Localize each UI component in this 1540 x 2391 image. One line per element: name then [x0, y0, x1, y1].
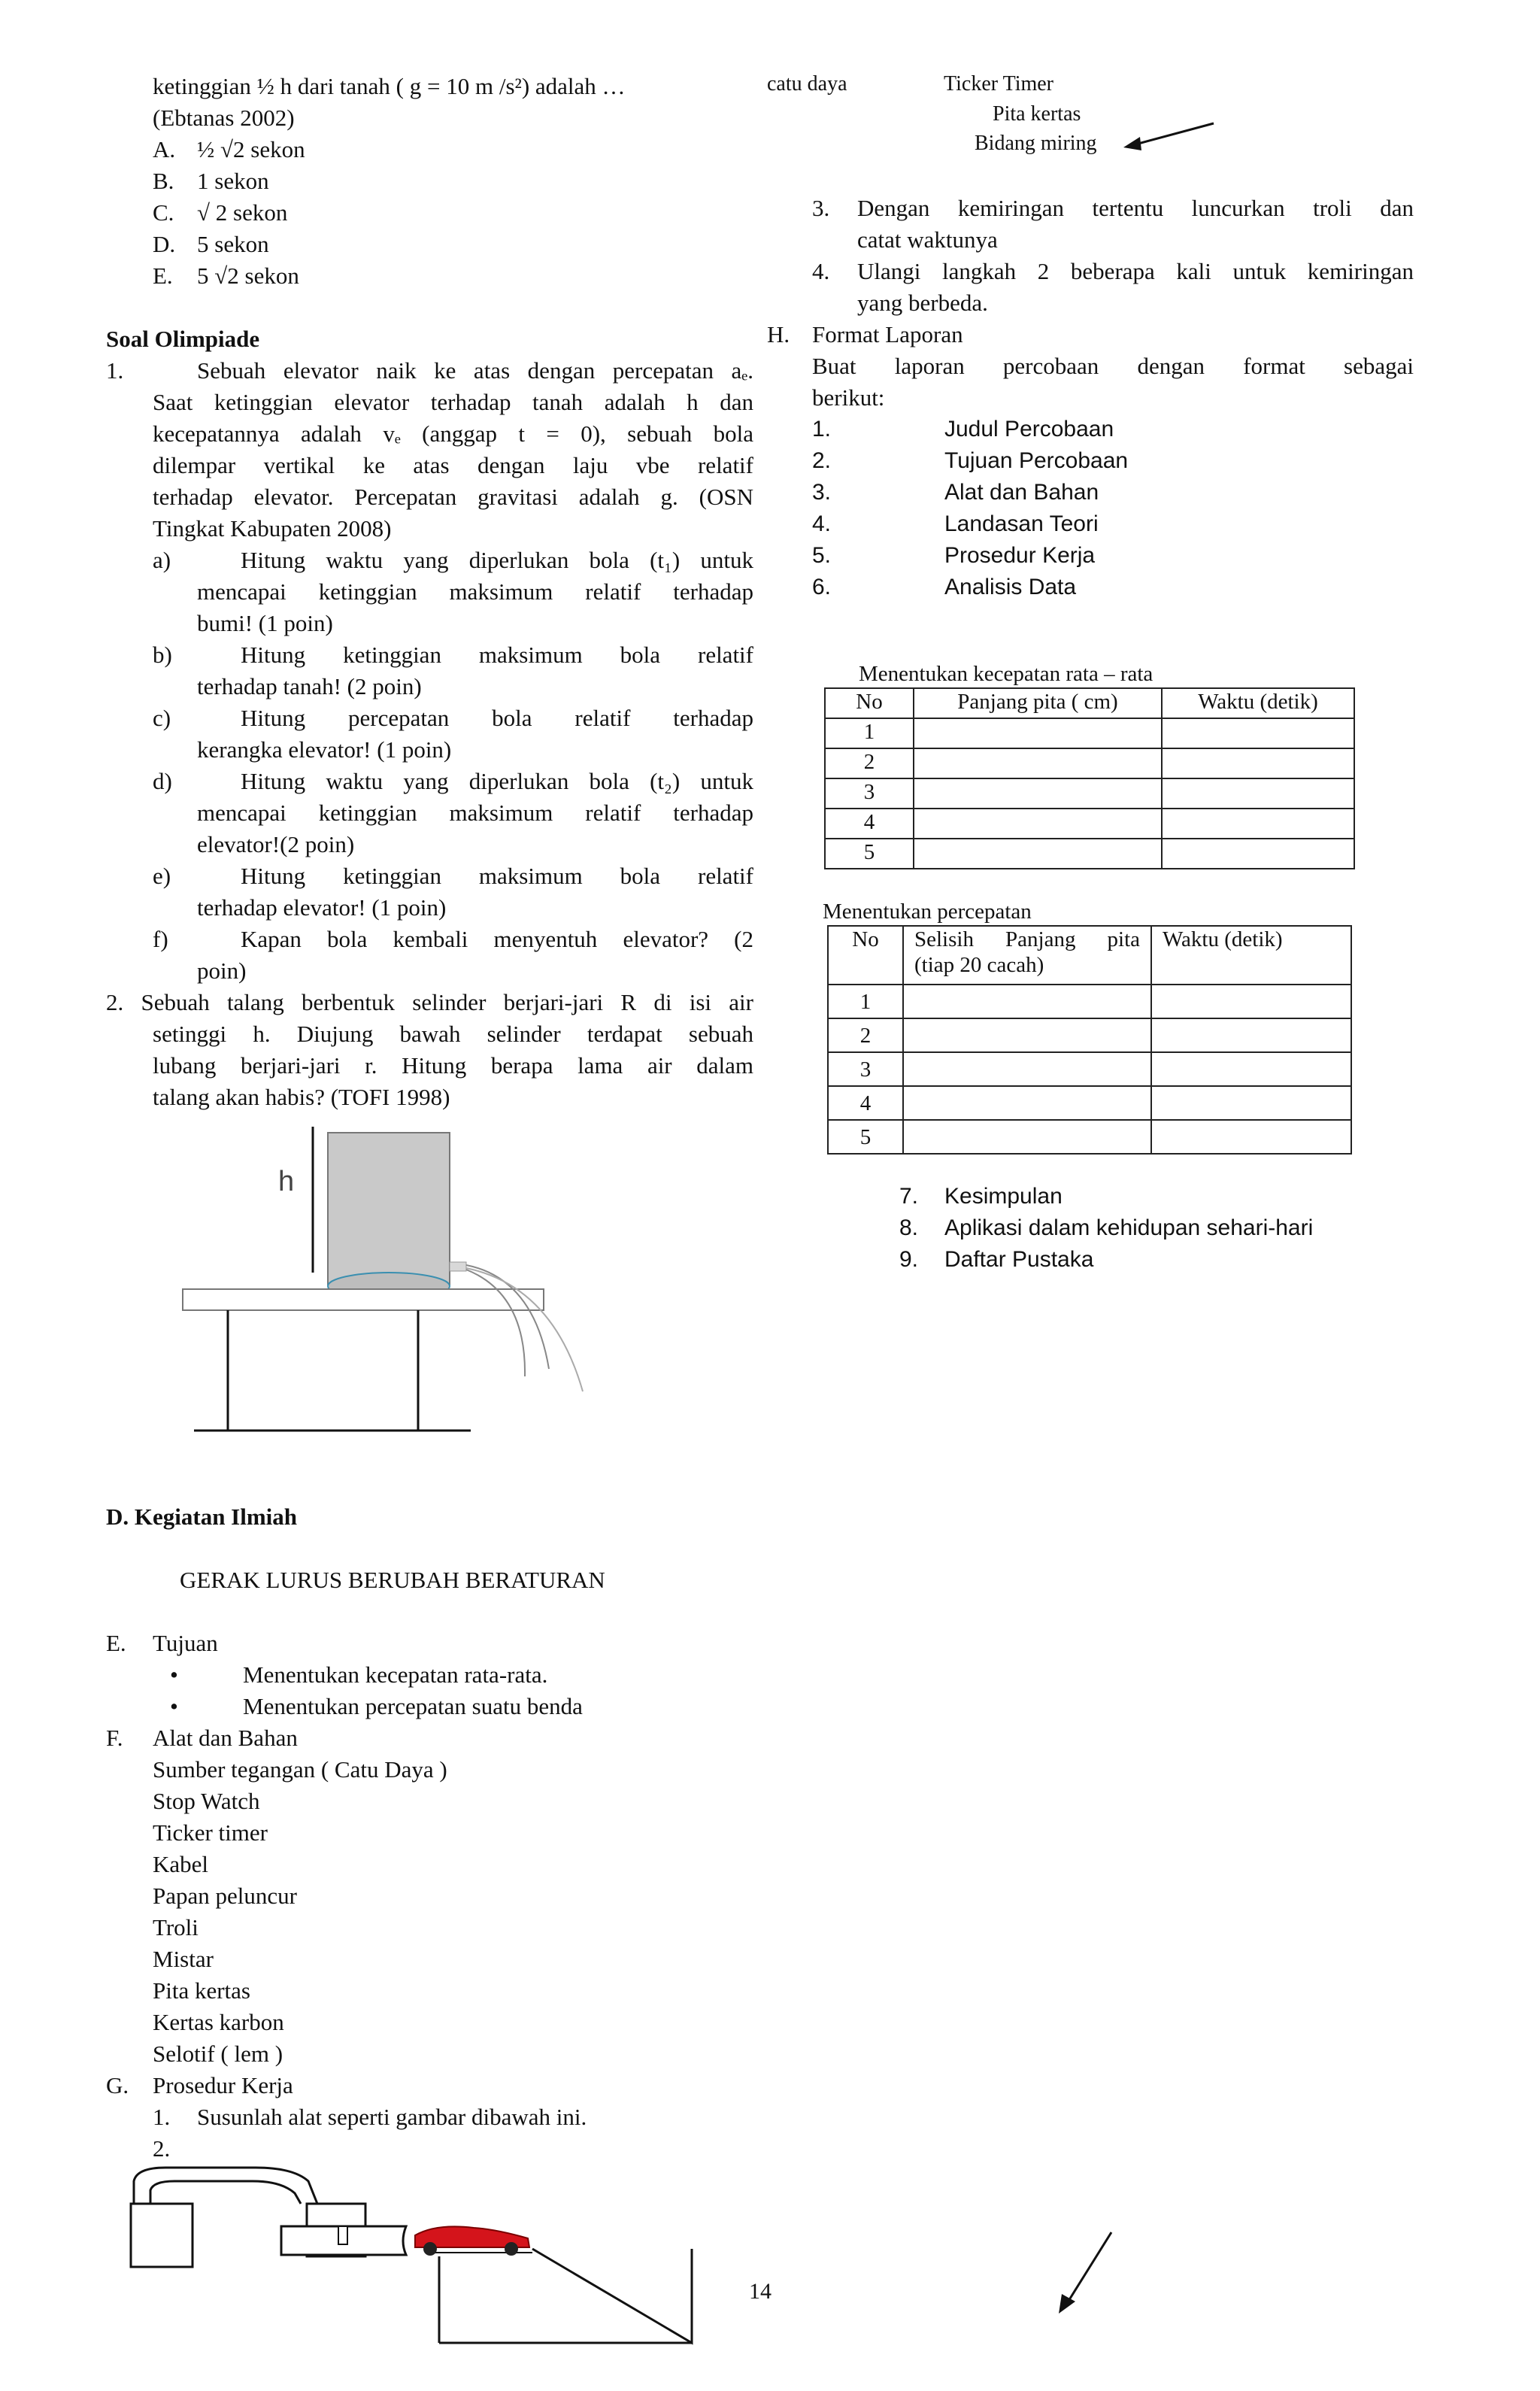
problem-1-line: Sebuah elevator naik ke atas dengan percepatan aₑ. — [197, 357, 753, 384]
ticker-timer-apparatus-figure — [120, 2151, 872, 2388]
table-row-number: 1 — [828, 985, 903, 1018]
table-2-caption: Menentukan percepatan — [823, 900, 1032, 924]
sub-item-letter: e) — [153, 863, 171, 889]
option-letter: B. — [153, 168, 174, 194]
sub-item-letter: c) — [153, 705, 171, 731]
report-item-text: Landasan Teori — [944, 511, 1099, 536]
format-intro-line: Buat laporan percobaan dengan format sebagai — [812, 353, 1414, 379]
alat-heading: Alat dan Bahan — [153, 1725, 298, 1751]
option-text: 1 sekon — [197, 168, 269, 194]
sub-item-line: Hitung waktu yang diperlukan bola (t₁) untuk — [241, 547, 753, 573]
table-row-number: 5 — [825, 839, 914, 869]
alat-item: Kabel — [153, 1851, 209, 1877]
table-cell[interactable] — [903, 1120, 1151, 1154]
table-cell[interactable] — [1151, 1018, 1351, 1052]
table-cell[interactable] — [914, 748, 1162, 778]
table-cell[interactable] — [1162, 748, 1354, 778]
sub-item-line: mencapai ketinggian maksimum relatif terhadap — [197, 800, 753, 826]
alat-item: Pita kertas — [153, 1977, 250, 2004]
format-heading: Format Laporan — [812, 321, 963, 347]
report-item-text: Kesimpulan — [944, 1184, 1063, 1209]
step-line: yang berbeda. — [857, 290, 988, 316]
tujuan-item: Menentukan kecepatan rata-rata. — [243, 1661, 548, 1688]
problem-1-line: Saat ketinggian elevator terhadap tanah adalah h dan — [153, 389, 753, 415]
table-cell[interactable] — [914, 718, 1162, 748]
table-cell[interactable] — [1162, 718, 1354, 748]
prosedur-letter: G. — [106, 2072, 129, 2098]
table-header-time: Waktu (detik) — [1151, 926, 1351, 985]
table-cell[interactable] — [914, 839, 1162, 869]
table-cell[interactable] — [1162, 839, 1354, 869]
option-text: √ 2 sekon — [197, 199, 288, 226]
problem-1-line: kecepatannya adalah vₑ (anggap t = 0), sebuah bola — [153, 420, 753, 447]
option-letter: A. — [153, 136, 176, 162]
table-cell[interactable] — [903, 1086, 1151, 1120]
arrow-icon — [1120, 119, 1218, 156]
table-cell[interactable] — [914, 809, 1162, 839]
report-item-text: Judul Percobaan — [944, 417, 1114, 441]
option-text: ½ √2 sekon — [197, 136, 305, 162]
label-pita-kertas: Pita kertas — [993, 102, 1081, 126]
sub-item-line: bumi! (1 poin) — [197, 610, 333, 636]
sub-item-line: kerangka elevator! (1 poin) — [197, 736, 452, 763]
label-ticker-timer: Ticker Timer — [944, 72, 1054, 96]
alat-item: Mistar — [153, 1946, 214, 1972]
bullet-icon: • — [170, 1661, 178, 1688]
step-line: catat waktunya — [857, 226, 998, 253]
sub-item-letter: d) — [153, 768, 172, 794]
alat-item: Troli — [153, 1914, 199, 1940]
table-row-number: 4 — [828, 1086, 903, 1120]
report-item-text: Analisis Data — [944, 575, 1077, 599]
table-row-number: 3 — [825, 778, 914, 809]
alat-item: Papan peluncur — [153, 1883, 297, 1909]
table-cell[interactable] — [903, 1018, 1151, 1052]
label-bidang-miring: Bidang miring — [975, 132, 1097, 155]
alat-item: Ticker timer — [153, 1819, 268, 1846]
problem-1-number: 1. — [106, 357, 124, 384]
table-row-number: 3 — [828, 1052, 903, 1086]
option-letter: E. — [153, 262, 173, 289]
tujuan-item: Menentukan percepatan suatu benda — [243, 1693, 583, 1719]
table-row-number: 5 — [828, 1120, 903, 1154]
prosedur-step-number: 1. — [153, 2104, 171, 2130]
option-letter: C. — [153, 199, 174, 226]
option-text: 5 √2 sekon — [197, 262, 299, 289]
problem-2-line: talang akan habis? (TOFI 1998) — [153, 1084, 450, 1110]
sub-item-line: terhadap tanah! (2 poin) — [197, 673, 422, 699]
report-item-number: 3. — [812, 480, 832, 505]
olympiad-heading: Soal Olimpiade — [106, 326, 260, 352]
bullet-icon: • — [170, 1693, 178, 1719]
table-header-difference-line: Selisih Panjang pita — [914, 927, 1140, 951]
table-header-length: Panjang pita ( cm) — [914, 688, 1162, 718]
report-item-number: 8. — [899, 1215, 919, 1240]
tujuan-letter: E. — [106, 1630, 126, 1656]
option-letter: D. — [153, 231, 176, 257]
prosedur-step-number: 2. — [153, 2135, 171, 2162]
alat-item: Selotif ( lem ) — [153, 2041, 283, 2067]
table-cell[interactable] — [1162, 809, 1354, 839]
table-cell[interactable] — [1162, 778, 1354, 809]
table-row-number: 4 — [825, 809, 914, 839]
cylinder-tank-figure — [173, 1121, 624, 1452]
table-1-caption: Menentukan kecepatan rata – rata — [859, 662, 1153, 686]
red-cart-icon — [415, 2226, 529, 2256]
report-item-number: 4. — [812, 511, 832, 536]
problem-2-line: setinggi h. Diujung bawah selinder terdapat sebuah — [153, 1021, 753, 1047]
table-header-difference-line: (tiap 20 cacah) — [914, 953, 1044, 977]
step-number: 3. — [812, 195, 830, 221]
table-cell[interactable] — [903, 985, 1151, 1018]
table-average-speed — [824, 687, 1355, 869]
question-source: (Ebtanas 2002) — [153, 105, 295, 131]
report-item-text: Aplikasi dalam kehidupan sehari-hari — [944, 1215, 1314, 1240]
sub-item-letter: b) — [153, 642, 172, 668]
problem-2-line: lubang berjari-jari r. Hitung berapa lama air dalam — [153, 1052, 753, 1079]
table-header-difference — [903, 926, 1151, 985]
sub-item-line: Hitung ketinggian maksimum bola relatif — [241, 863, 753, 889]
step-line: Dengan kemiringan tertentu luncurkan troli dan — [857, 195, 1414, 221]
table-cell[interactable] — [1151, 985, 1351, 1018]
sub-item-line: terhadap elevator! (1 poin) — [197, 894, 447, 921]
label-catu-daya: catu daya — [767, 72, 847, 96]
table-acceleration — [827, 925, 1352, 1155]
sub-item-line: Hitung ketinggian maksimum bola relatif — [241, 642, 753, 668]
table-cell[interactable] — [1151, 1052, 1351, 1086]
report-item-number: 6. — [812, 575, 832, 599]
alat-item: Sumber tegangan ( Catu Daya ) — [153, 1756, 447, 1783]
report-item-number: 7. — [899, 1184, 919, 1209]
page-number: 14 — [749, 2279, 772, 2304]
table-cell[interactable] — [914, 778, 1162, 809]
table-cell[interactable] — [1151, 1120, 1351, 1154]
table-cell[interactable] — [903, 1052, 1151, 1086]
tujuan-heading: Tujuan — [153, 1630, 218, 1656]
table-row-number: 1 — [825, 718, 914, 748]
sub-item-letter: f) — [153, 926, 168, 952]
problem-1-line: dilempar vertikal ke atas dengan laju vbe relatif — [153, 452, 753, 478]
problem-1-line: terhadap elevator. Percepatan gravitasi adalah g. (OSN — [153, 484, 753, 510]
report-item-text: Tujuan Percobaan — [944, 448, 1129, 473]
report-item-number: 2. — [812, 448, 832, 473]
format-letter: H. — [767, 321, 790, 347]
problem-1-line: Tingkat Kabupaten 2008) — [153, 515, 392, 542]
sub-item-line: mencapai ketinggian maksimum relatif terhadap — [197, 578, 753, 605]
figure-height-label: h — [278, 1166, 295, 1197]
report-item-text: Alat dan Bahan — [944, 480, 1099, 505]
report-item-number: 1. — [812, 417, 832, 441]
table-cell[interactable] — [1151, 1086, 1351, 1120]
sub-item-line: poin) — [197, 957, 247, 984]
table-row-number: 2 — [825, 748, 914, 778]
problem-2-line: 2. Sebuah talang berbentuk selinder berjari-jari R di isi air — [106, 989, 753, 1015]
table-header-no: No — [828, 926, 903, 985]
table-header-no: No — [825, 688, 914, 718]
table-row-number: 2 — [828, 1018, 903, 1052]
report-item-text: Prosedur Kerja — [944, 543, 1096, 568]
format-intro-line: berikut: — [812, 384, 885, 411]
report-item-number: 9. — [899, 1247, 919, 1272]
prosedur-heading: Prosedur Kerja — [153, 2072, 293, 2098]
sub-item-line: elevator!(2 poin) — [197, 831, 355, 857]
option-text: 5 sekon — [197, 231, 269, 257]
table-header-time: Waktu (detik) — [1162, 688, 1354, 718]
alat-item: Stop Watch — [153, 1788, 260, 1814]
alat-letter: F. — [106, 1725, 123, 1751]
experiment-title: GERAK LURUS BERUBAH BERATURAN — [180, 1567, 605, 1593]
prosedur-step-text: Susunlah alat seperti gambar dibawah ini. — [197, 2104, 587, 2130]
report-item-text: Daftar Pustaka — [944, 1247, 1094, 1272]
sub-item-line: Hitung waktu yang diperlukan bola (t₂) untuk — [241, 768, 753, 794]
sub-item-line: Hitung percepatan bola relatif terhadap — [241, 705, 753, 731]
sub-item-letter: a) — [153, 547, 171, 573]
question-intro-line1: ketinggian ½ h dari tanah ( g = 10 m /s²) adalah … — [153, 73, 626, 99]
report-item-number: 5. — [812, 543, 832, 568]
step-number: 4. — [812, 258, 830, 284]
sub-item-line: Kapan bola kembali menyentuh elevator? (2 — [241, 926, 753, 952]
alat-item: Kertas karbon — [153, 2009, 284, 2035]
arrow-icon — [1045, 2226, 1128, 2317]
step-line: Ulangi langkah 2 beberapa kali untuk kemiringan — [857, 258, 1414, 284]
section-d-heading: D. Kegiatan Ilmiah — [106, 1503, 298, 1530]
